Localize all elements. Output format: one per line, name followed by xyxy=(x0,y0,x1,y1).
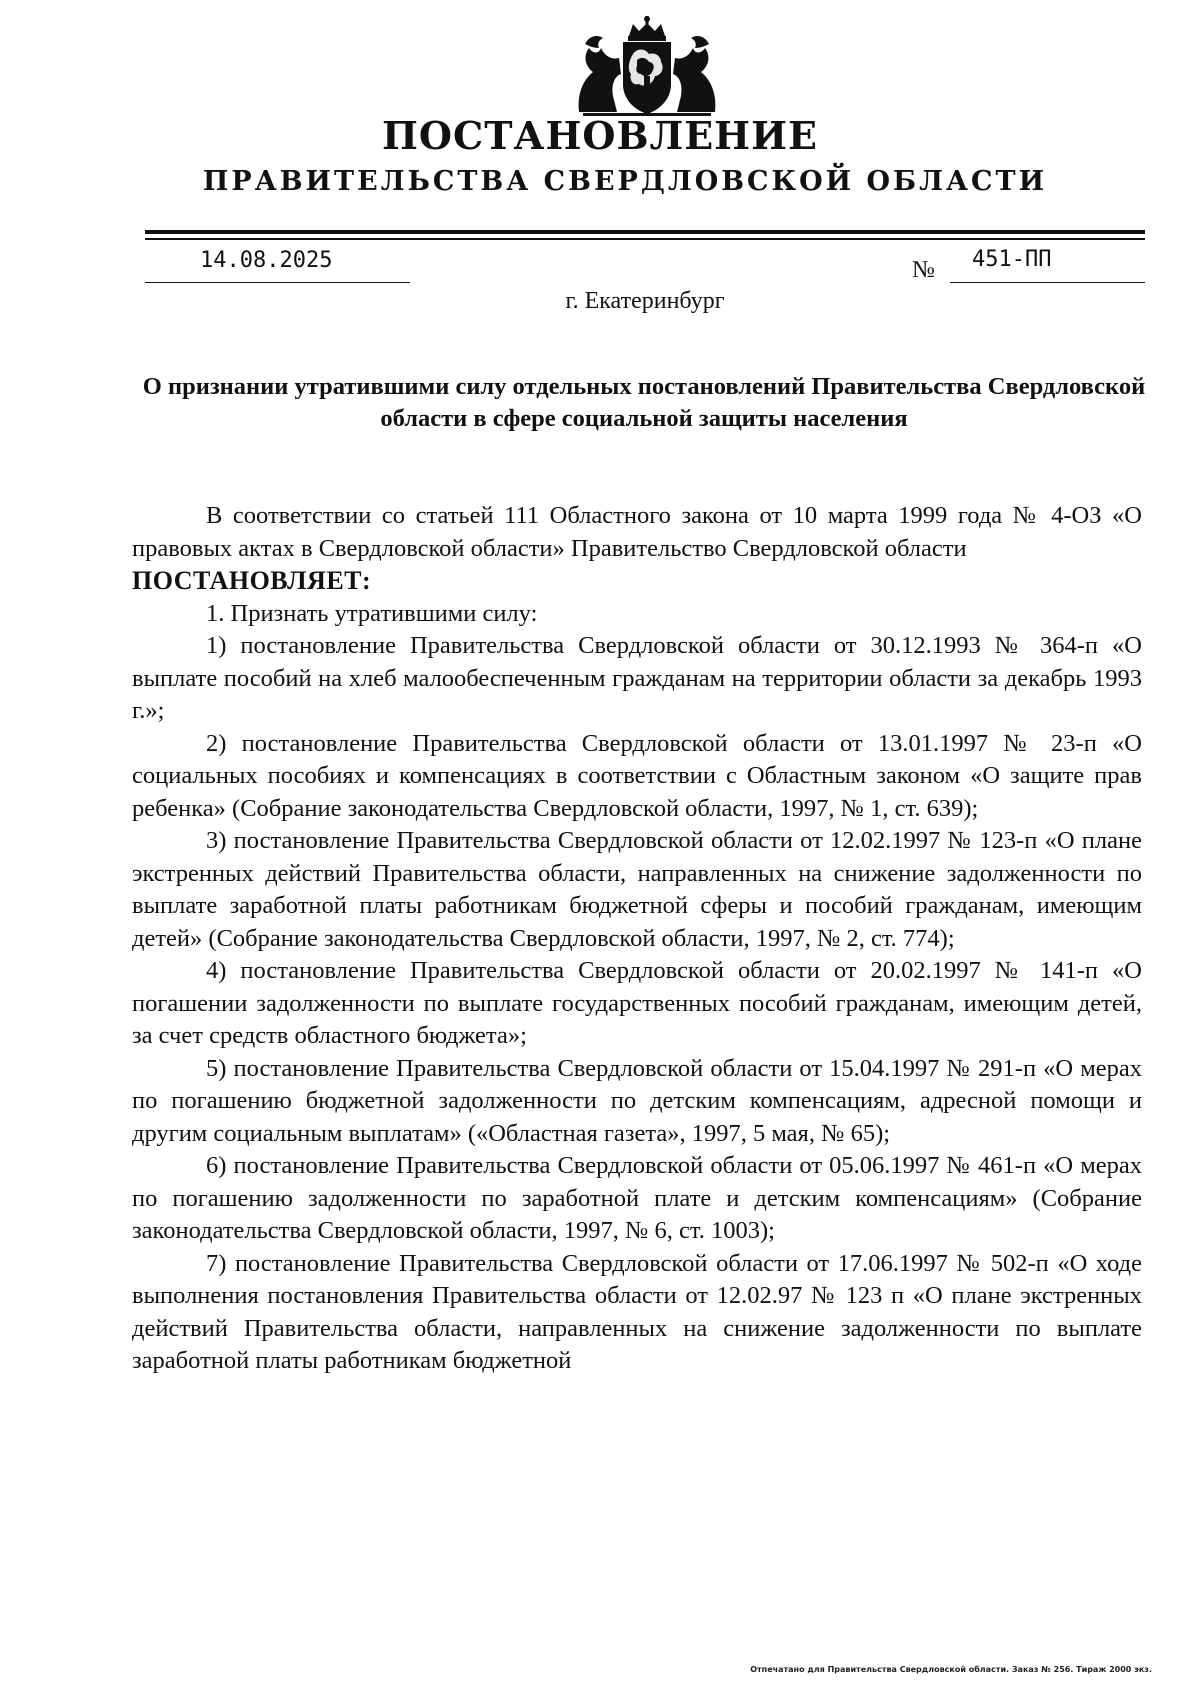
header-divider-thin xyxy=(145,238,1145,240)
document-type-heading: ПОСТАНОВЛЕНИЕ xyxy=(382,113,818,158)
list-item: 5) постановление Правительства Свердловской области от 15.04.1997 № 291-п «О мерах по погашению бюджетной задолженности по детским компенсациям, адресной помощи и другим социальным выплатам» («Областная газета», 1997, 5 мая, № 65); xyxy=(132,1054,1142,1147)
clause-1: 1. Признать утратившими силу: xyxy=(206,599,538,627)
coat-of-arms-emblem xyxy=(571,14,723,118)
list-item: 1) постановление Правительства Свердловской области от 30.12.1993 № 364-п «О выплате пособий на хлеб малообеспеченным гражданам на территории области за декабрь 1993 г.»; xyxy=(132,632,1142,724)
print-footer-note: Отпечатано для Правительства Свердловской области. Заказ № 256. Тираж 2000 экз. xyxy=(750,1665,1152,1674)
list-item: 7) постановление Правительства Свердловской области от 17.06.1997 № 502-п «О ходе выполнения постановления Правительства области от 12.02.97 № 123 п «О плане экстренных действий Правительства области, направленных на снижение задолженности по выплате заработной платы работникам бюджетной xyxy=(132,1249,1142,1374)
number-underline xyxy=(950,282,1145,283)
document-date: 14.08.2025 xyxy=(200,248,333,273)
document-body xyxy=(132,500,1142,1378)
list-item: 6) постановление Правительства Свердловской области от 05.06.1997 № 461-п «О мерах по погашению задолженности по заработной плате и детским компенсациям» (Собрание законодательства Свердловской области, 1997, № 6, ст. 1003); xyxy=(132,1152,1142,1244)
resolves-heading: ПОСТАНОВЛЯЕТ: xyxy=(132,566,372,595)
header-divider-thick xyxy=(145,230,1145,234)
preamble: В соответствии со статьей 111 Областного закона от 10 марта 1999 года № 4-ОЗ «О правовых актах в Свердловской области» Правительство Свердловской области xyxy=(132,502,1142,562)
document-title: О признании утратившими силу отдельных постановлений Правительства Свердловской области в сфере социальной защиты населения xyxy=(142,373,1146,432)
list-item: 4) постановление Правительства Свердловской области от 20.02.1997 № 141-п «О погашении задолженности по выплате государственных пособий гражданам, имеющим детей, за счет средств областного бюджета»; xyxy=(132,957,1142,1049)
document-number: 451-ПП xyxy=(972,247,1052,272)
place-of-issue: г. Екатеринбург xyxy=(565,288,725,314)
issuer-heading: ПРАВИТЕЛЬСТВА СВЕРДЛОВСКОЙ ОБЛАСТИ xyxy=(202,166,1048,197)
list-item: 2) постановление Правительства Свердловской области от 13.01.1997 № 23-п «О социальных пособиях и компенсациях в соответствии с Областным законом «О защите прав ребенка» (Собрание законодательства Свердловской области, 1997, № 1, ст. 639); xyxy=(132,729,1142,822)
date-underline xyxy=(145,282,410,283)
list-item: 3) постановление Правительства Свердловской области от 12.02.1997 № 123-п «О плане экстренных действий Правительства области, направленных на снижение задолженности по выплате заработной платы работникам бюджетной сферы и пособий гражданам, имеющим детей» (Собрание законодательства Свердловской области, 1997, № 2, ст. 774); xyxy=(132,827,1142,952)
number-sign: № xyxy=(912,257,935,283)
coat-of-arms-icon xyxy=(571,14,723,118)
